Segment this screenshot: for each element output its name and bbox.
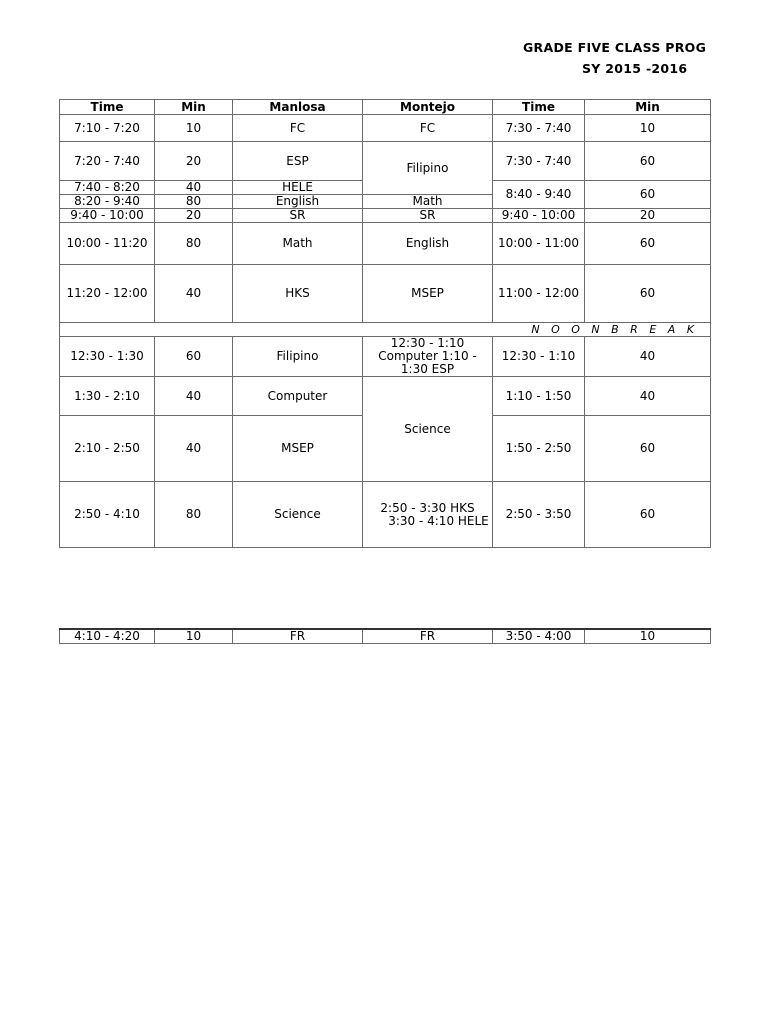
header-row [60,100,711,115]
time-cell: 2:50 - 4:10 [60,482,155,548]
time-cell-2: 1:10 - 1:50 [493,377,585,416]
col-montejo: Montejo [363,100,493,115]
time-cell-2: 2:50 - 3:50 [493,482,585,548]
min-cell-2: 60 [585,181,711,209]
time-cell-2: 12:30 - 1:10 [493,337,585,377]
montejo-cell: Science [363,377,493,482]
min-cell: 80 [155,482,233,548]
min-cell-2: 40 [585,377,711,416]
montejo-cell: Filipino [363,142,493,195]
manlosa-cell: Science [233,482,363,548]
montejo-cell: 12:30 - 1:10 Computer 1:10 - 1:30 ESP [363,337,493,377]
table-row [60,482,711,548]
time-cell: 12:30 - 1:30 [60,337,155,377]
min-cell: 40 [155,377,233,416]
montejo-cell: MSEP [363,265,493,323]
time-cell-2: 7:30 - 7:40 [493,115,585,142]
time-cell: 10:00 - 11:20 [60,223,155,265]
montejo-line-1: 2:50 - 3:30 HKS [380,500,475,515]
min-cell: 10 [155,115,233,142]
time-cell-2: 11:00 - 12:00 [493,265,585,323]
montejo-cell: FR [363,629,493,644]
manlosa-cell: HKS [233,265,363,323]
time-cell-2: 8:40 - 9:40 [493,181,585,209]
min-cell-2: 60 [585,482,711,548]
noon-break-label: N O O N B R E A K [60,323,711,337]
manlosa-cell: English [233,195,363,209]
time-cell-2: 10:00 - 11:00 [493,223,585,265]
manlosa-cell: Computer [233,377,363,416]
montejo-cell: Math [363,195,493,209]
min-cell: 80 [155,195,233,209]
col-time-1: Time [60,100,155,115]
time-cell: 11:20 - 12:00 [60,265,155,323]
table-row [60,337,711,377]
manlosa-cell: Math [233,223,363,265]
montejo-line-2: 3:30 - 4:10 HELE [388,513,489,528]
time-cell: 8:20 - 9:40 [60,195,155,209]
school-year: SY 2015 -2016 [582,61,688,76]
min-cell-2: 60 [585,416,711,482]
table-row [60,142,711,181]
min-cell: 40 [155,416,233,482]
montejo-cell: English [363,223,493,265]
table-row [60,377,711,416]
manlosa-cell: SR [233,209,363,223]
time-cell: 7:20 - 7:40 [60,142,155,181]
time-cell: 4:10 - 4:20 [60,629,155,644]
montejo-cell: SR [363,209,493,223]
min-cell-2: 10 [585,115,711,142]
min-cell-2: 60 [585,223,711,265]
min-cell: 40 [155,265,233,323]
min-cell: 20 [155,209,233,223]
manlosa-cell: FR [233,629,363,644]
time-cell: 9:40 - 10:00 [60,209,155,223]
min-cell-2: 10 [585,629,711,644]
table-row [60,115,711,142]
time-cell: 2:10 - 2:50 [60,416,155,482]
time-cell: 7:10 - 7:20 [60,115,155,142]
min-cell: 80 [155,223,233,265]
class-program-table [59,99,711,548]
min-cell: 20 [155,142,233,181]
min-cell: 60 [155,337,233,377]
noon-break-row [60,323,711,337]
table-row [60,265,711,323]
time-cell-2: 3:50 - 4:00 [493,629,585,644]
min-cell-2: 40 [585,337,711,377]
manlosa-cell: MSEP [233,416,363,482]
min-cell: 40 [155,181,233,195]
time-cell-2: 9:40 - 10:00 [493,209,585,223]
time-cell: 1:30 - 2:10 [60,377,155,416]
time-cell-2: 1:50 - 2:50 [493,416,585,482]
manlosa-cell: FC [233,115,363,142]
min-cell: 10 [155,629,233,644]
min-cell-2: 20 [585,209,711,223]
time-cell-2: 7:30 - 7:40 [493,142,585,181]
manlosa-cell: ESP [233,142,363,181]
min-cell-2: 60 [585,142,711,181]
manlosa-cell: HELE [233,181,363,195]
col-manlosa: Manlosa [233,100,363,115]
table-row [60,629,711,644]
montejo-cell [363,482,493,548]
fr-table [59,628,711,644]
manlosa-cell: Filipino [233,337,363,377]
col-min-2: Min [585,100,711,115]
montejo-cell: FC [363,115,493,142]
col-time-2: Time [493,100,585,115]
table-row [60,223,711,265]
col-min-1: Min [155,100,233,115]
time-cell: 7:40 - 8:20 [60,181,155,195]
page-title: GRADE FIVE CLASS PROG [523,40,707,55]
table-row [60,209,711,223]
min-cell-2: 60 [585,265,711,323]
